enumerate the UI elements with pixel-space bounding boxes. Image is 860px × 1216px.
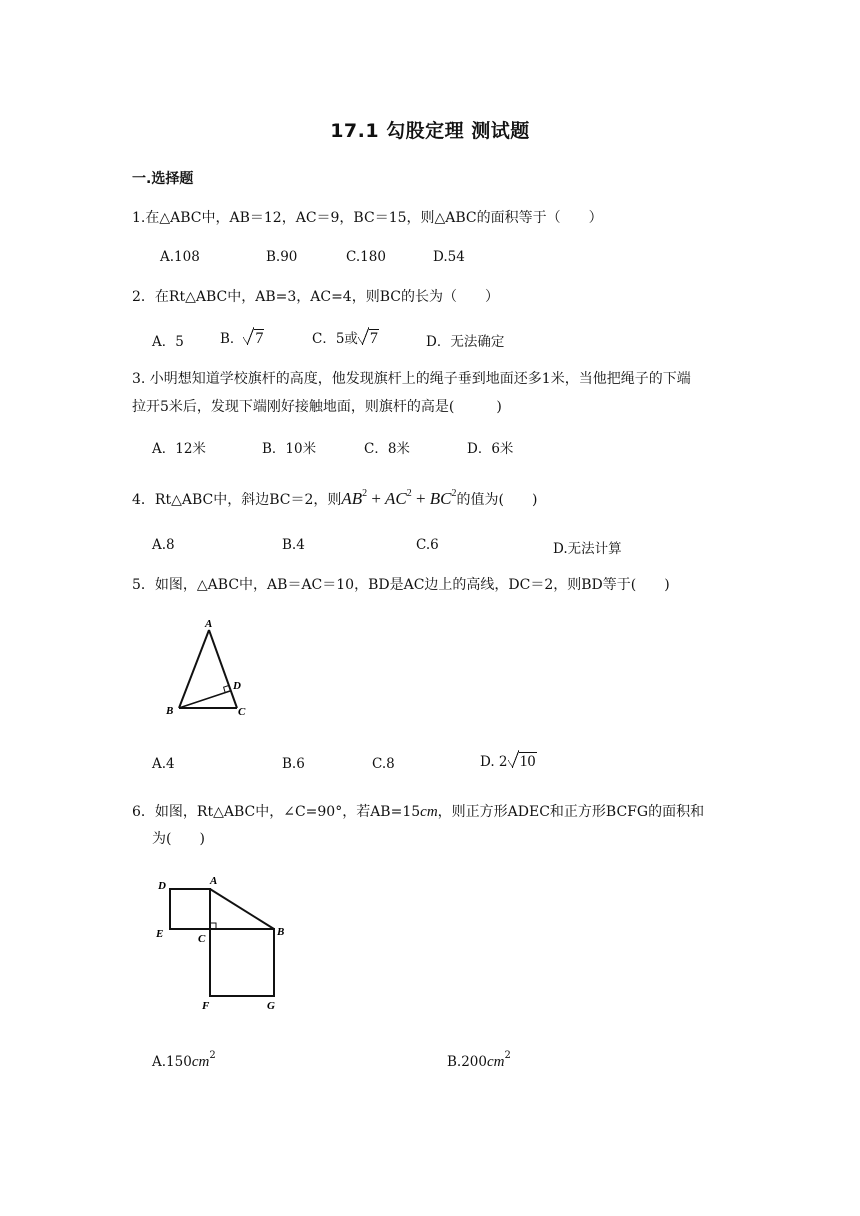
exponent: 2: [209, 1050, 216, 1061]
plus-sign: +: [415, 489, 426, 508]
q4-option-b: B.4: [282, 537, 305, 553]
q6-unit: cm: [420, 804, 438, 820]
q4-stem-prefix: 4．Rt△ABC中，斜边BC＝2，则: [132, 492, 342, 508]
question-3-line-1: 3. 小明想知道学校旗杆的高度，他发现旗杆上的绳子垂到地面还多1米，当他把绳子的下端: [132, 371, 691, 387]
figure-label-b: B: [277, 926, 285, 938]
q4-option-d: D.无法计算: [553, 541, 622, 557]
q6-option-b: [447, 1050, 511, 1071]
sqrt-symbol: [358, 329, 379, 348]
q2-option-d: D．无法确定: [426, 334, 505, 350]
figure-label-c: C: [198, 933, 206, 945]
q4-stem-suffix: 的值为( ): [456, 492, 538, 508]
q2-option-c-label: C．5或: [312, 331, 358, 347]
q5-option-d: [480, 752, 537, 771]
q3-option-d: D．6米: [467, 441, 514, 457]
figure-label-d: D: [233, 680, 241, 692]
sqrt-symbol: [243, 329, 264, 348]
figure-label-g: G: [267, 1000, 275, 1012]
sqrt-symbol: [508, 752, 537, 771]
question-1-stem: 1.在△ABC中，AB＝12，AC＝9，BC＝15，则△ABC的面积等于（ ）: [132, 210, 603, 226]
exponent: 2: [504, 1050, 511, 1061]
triangle-figure: [160, 615, 260, 720]
q6-option-b-label: B.200: [447, 1054, 487, 1070]
q6-line-1-prefix: 6．如图，Rt△ABC中，∠C=90°，若AB=15: [132, 804, 421, 820]
question-4-stem: [132, 484, 537, 510]
section-heading: 一.选择题: [132, 171, 194, 187]
figure-label-c: C: [238, 706, 246, 718]
question-6-line-1: [132, 802, 704, 822]
squares-figure: [150, 872, 300, 1017]
figure-label-d: D: [158, 880, 166, 892]
figure-label-f: F: [202, 1000, 210, 1012]
q2-option-b-radicand: 7: [255, 330, 264, 347]
q2-option-b: [220, 327, 264, 348]
question-6-line-2: 为( ): [152, 831, 205, 847]
exponent: 2: [362, 488, 368, 499]
q6-option-a-label: A.150: [152, 1054, 192, 1070]
q1-option-c: C.180: [346, 249, 386, 265]
figure-label-a: A: [205, 618, 213, 630]
figure-label-b: B: [166, 705, 174, 717]
q2-option-b-label: B．: [220, 331, 244, 347]
q6-option-a: [152, 1050, 216, 1071]
q5-option-d-radicand: 10: [519, 753, 536, 770]
q5-option-c: C.8: [372, 756, 395, 772]
plus-sign: +: [371, 489, 382, 508]
q4-option-c: C.6: [416, 537, 439, 553]
q5-option-a: A.4: [152, 756, 175, 772]
question-5-stem: 5．如图，△ABC中，AB＝AC＝10，BD是AC边上的高线，DC＝2，则BD等于( ): [132, 577, 670, 593]
q4-option-a: A.8: [152, 537, 175, 553]
term-ab: AB: [341, 489, 363, 508]
q1-option-d: D.54: [433, 249, 465, 265]
question-2-stem: 2．在Rt△ABC中，AB=3，AC=4，则BC的长为（ ）: [132, 289, 499, 305]
figure-label-e: E: [156, 928, 164, 940]
q1-option-b: B.90: [266, 249, 298, 265]
exponent: 2: [451, 488, 457, 499]
q2-option-c-radicand: 7: [369, 330, 378, 347]
question-3-line-2: 拉开5米后，发现下端刚好接触地面，则旗杆的高是( ): [132, 399, 502, 415]
q2-option-c: [312, 327, 379, 348]
term-ac: AC: [384, 489, 407, 508]
q6-option-a-unit: cm: [191, 1054, 210, 1070]
q3-option-b: B．10米: [262, 441, 317, 457]
q6-option-b-unit: cm: [486, 1054, 505, 1070]
term-bc: BC: [429, 489, 452, 508]
q6-line-1-suffix: ，则正方形ADEC和正方形BCFG的面积和: [437, 804, 705, 820]
q1-option-a: A.108: [160, 249, 200, 265]
q3-option-a: A．12米: [152, 441, 206, 457]
q4-expression: [341, 489, 456, 508]
q5-option-b: B.6: [282, 756, 305, 772]
figure-label-a: A: [210, 875, 218, 887]
page-title: 17.1 勾股定理 测试题: [330, 120, 530, 142]
q5-option-d-label: D. 2: [480, 754, 508, 770]
q3-option-c: C．8米: [364, 441, 410, 457]
q2-option-a: A．5: [152, 334, 184, 350]
exponent: 2: [406, 488, 412, 499]
